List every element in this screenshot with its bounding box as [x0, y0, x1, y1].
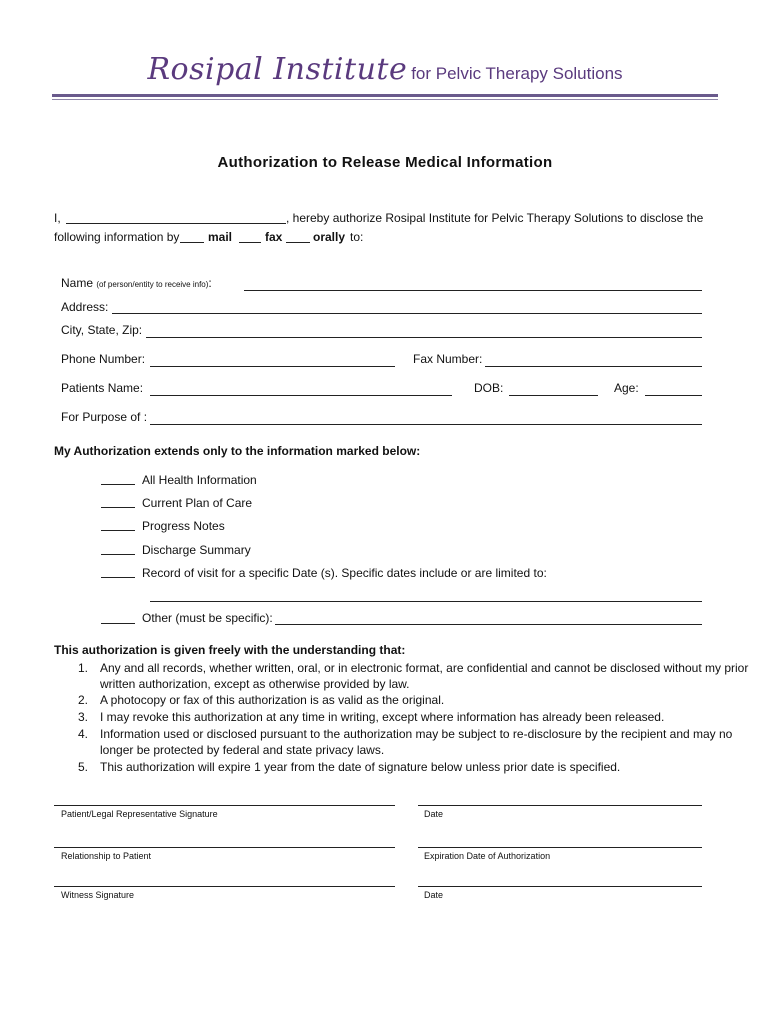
logo-subtitle: for Pelvic Therapy Solutions — [411, 64, 623, 83]
term-line: This authorization will expire 1 year from the date of signature below unless prior date is specified. — [100, 760, 621, 774]
patient-name-field[interactable] — [150, 395, 452, 396]
form-title: Authorization to Release Medical Information — [217, 154, 553, 171]
term-line: Information used or disclosed pursuant to the authorization may be subject to re-disclosure by the recipient and may no — [100, 727, 733, 741]
checkbox-blank-record-of-visit[interactable] — [101, 577, 135, 578]
term-number: 2. — [78, 693, 89, 707]
term-line: A photocopy or fax of this authorization is as valid as the original. — [100, 693, 445, 707]
patient-name-label: Patients Name: — [61, 381, 144, 395]
city-state-zip-label: City, State, Zip: — [61, 323, 143, 337]
checkbox-blank-other[interactable] — [101, 623, 135, 624]
understanding-heading: This authorization is given freely with the understanding that: — [54, 643, 406, 657]
specific-dates-field[interactable] — [150, 601, 702, 602]
term-number: 3. — [78, 710, 89, 724]
fax-label: Fax Number: — [413, 352, 483, 366]
expiration-date-caption: Expiration Date of Authorization — [424, 851, 551, 861]
authorization-heading: My Authorization extends only to the information marked below: — [54, 444, 421, 458]
term-line: I may revoke this authorization at any time in writing, except where information has already been released. — [100, 710, 665, 724]
signature-date-line[interactable] — [418, 805, 702, 806]
witness-line[interactable] — [54, 886, 395, 887]
other-label: Other (must be specific): — [142, 611, 273, 625]
checkbox-blank-all-health[interactable] — [101, 484, 135, 485]
intro-authorize-text: , hereby authorize Rosipal Institute for Pelvic Therapy Solutions to disclose the — [286, 211, 704, 225]
other-field[interactable] — [275, 624, 702, 625]
name-label-colon: : — [208, 276, 212, 290]
fax-option: fax — [265, 230, 283, 244]
signature-line[interactable] — [54, 805, 395, 806]
name-label-note: (of person/entity to receive info) — [96, 280, 209, 289]
signature-caption: Patient/Legal Representative Signature — [61, 809, 218, 819]
purpose-label: For Purpose of : — [61, 410, 148, 424]
dob-field[interactable] — [509, 395, 598, 396]
relationship-caption: Relationship to Patient — [61, 851, 152, 861]
intro-to: to: — [350, 230, 364, 244]
check-item-label: Record of visit for a specific Date (s). Specific dates include or are limited to: — [142, 566, 547, 580]
check-item-label: Current Plan of Care — [142, 496, 253, 510]
orally-blank[interactable] — [286, 242, 310, 243]
authorizer-name-line[interactable] — [66, 223, 286, 224]
checkbox-blank-discharge-summary[interactable] — [101, 554, 135, 555]
phone-field[interactable] — [150, 366, 395, 367]
relationship-line[interactable] — [54, 847, 395, 848]
name-field[interactable] — [244, 290, 702, 291]
mail-blank[interactable] — [180, 242, 204, 243]
term-number: 1. — [78, 661, 89, 675]
fax-blank[interactable] — [239, 242, 261, 243]
check-item-label: Progress Notes — [142, 519, 225, 533]
witness-date-line[interactable] — [418, 886, 702, 887]
term-line: Any and all records, whether written, oral, or in electronic format, are confidential and cannot be disclosed without my prior — [100, 661, 749, 675]
checkbox-blank-plan-of-care[interactable] — [101, 507, 135, 508]
logo-script-text: Rosipal Institute — [147, 52, 408, 87]
institute-logo — [0, 52, 770, 87]
header-rule — [52, 94, 718, 97]
phone-label: Phone Number: — [61, 352, 146, 366]
check-item-label: Discharge Summary — [142, 543, 251, 557]
check-item-label: All Health Information — [142, 473, 257, 487]
fax-field[interactable] — [485, 366, 702, 367]
address-label: Address: — [61, 300, 109, 314]
term-number: 5. — [78, 760, 89, 774]
mail-option: mail — [208, 230, 233, 244]
name-label-text: Name — [61, 276, 94, 290]
city-state-zip-field[interactable] — [146, 337, 702, 338]
term-line: longer be protected by federal and state privacy laws. — [100, 743, 385, 757]
orally-option: orally — [313, 230, 346, 244]
address-field[interactable] — [112, 313, 702, 314]
name-label — [61, 276, 212, 292]
intro-i: I, — [54, 211, 61, 225]
expiration-date-line[interactable] — [418, 847, 702, 848]
checkbox-blank-progress-notes[interactable] — [101, 530, 135, 531]
term-line: written authorization, except as otherwise provided by law. — [100, 677, 410, 691]
dob-label: DOB: — [474, 381, 504, 395]
signature-date-caption: Date — [424, 809, 444, 819]
witness-date-caption: Date — [424, 890, 444, 900]
purpose-field[interactable] — [150, 424, 702, 425]
witness-caption: Witness Signature — [61, 890, 135, 900]
header-rule-thin — [52, 99, 718, 100]
age-label: Age: — [614, 381, 639, 395]
term-number: 4. — [78, 727, 89, 741]
age-field[interactable] — [645, 395, 702, 396]
intro-following-text: following information by — [54, 230, 180, 244]
